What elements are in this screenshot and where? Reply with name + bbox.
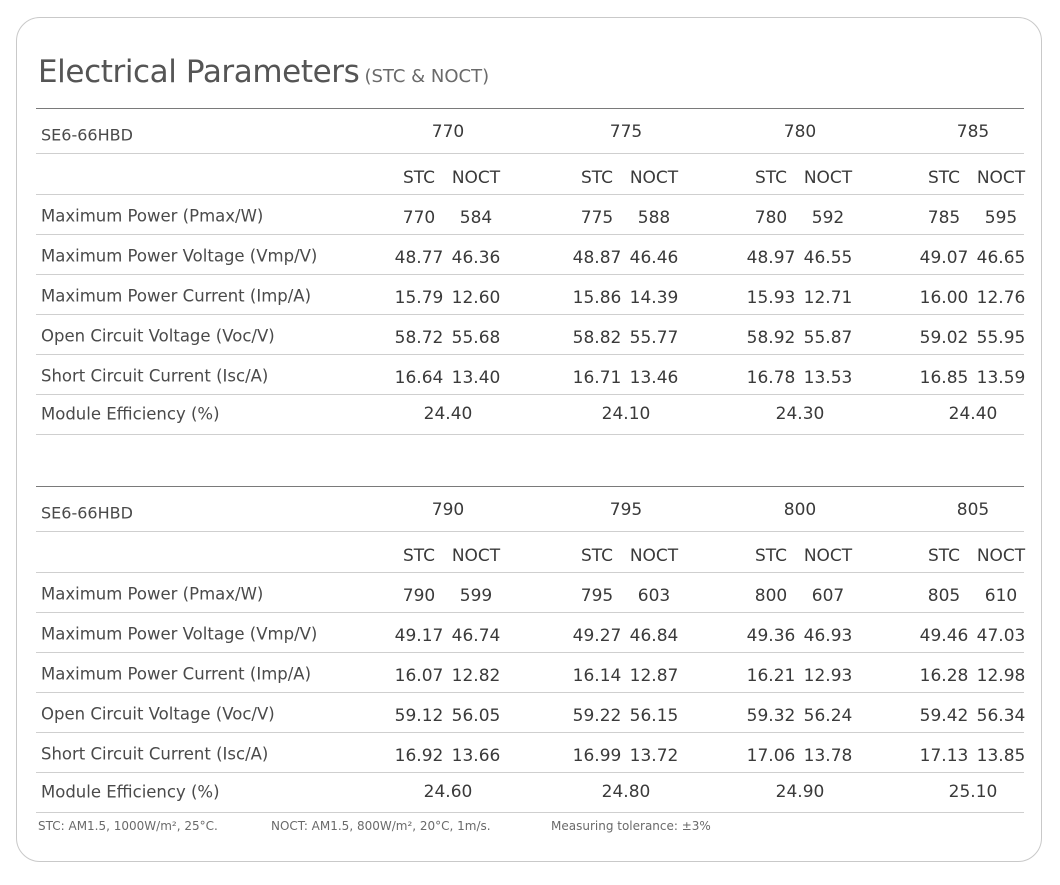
title-subtitle: (STC & NOCT) — [364, 66, 490, 87]
condition-header: STC — [580, 168, 614, 188]
efficiency-cell: 25.10 — [948, 782, 998, 802]
table-cell: 603 — [637, 586, 671, 606]
power-class-header: 790 — [431, 500, 465, 520]
efficiency-label: Module Efficiency (%) — [41, 404, 220, 424]
table-cell: 55.95 — [976, 328, 1026, 348]
table-cell: 49.36 — [746, 626, 796, 646]
table-cell: 16.28 — [919, 666, 969, 686]
table-cell: 15.79 — [394, 288, 444, 308]
table-cell: 607 — [811, 586, 845, 606]
table-cell: 16.21 — [746, 666, 796, 686]
row-label: Open Circuit Voltage (Voc/V) — [41, 704, 275, 724]
table-cell: 13.59 — [976, 368, 1026, 388]
power-class-header: 795 — [609, 500, 643, 520]
table-cell: 46.55 — [803, 248, 853, 268]
table-cell: 46.36 — [451, 248, 501, 268]
power-class-header: 805 — [956, 500, 990, 520]
table-cell: 16.00 — [919, 288, 969, 308]
row-label: Maximum Power Voltage (Vmp/V) — [41, 624, 318, 644]
table-cell: 46.46 — [629, 248, 679, 268]
table-cell: 47.03 — [976, 626, 1026, 646]
table-cell: 55.87 — [803, 328, 853, 348]
table-row-divider — [36, 692, 1024, 693]
table-row-divider — [36, 394, 1024, 395]
table-top-rule — [36, 108, 1024, 109]
table-cell: 56.15 — [629, 706, 679, 726]
table-row-divider — [36, 314, 1024, 315]
condition-header: STC — [580, 546, 614, 566]
table-cell: 12.82 — [451, 666, 501, 686]
condition-header: NOCT — [451, 168, 501, 188]
table-cell: 48.87 — [572, 248, 622, 268]
table-cell: 13.72 — [629, 746, 679, 766]
table-cell: 16.14 — [572, 666, 622, 686]
table-cell: 15.86 — [572, 288, 622, 308]
table-cell: 599 — [459, 586, 493, 606]
table-top-rule — [36, 486, 1024, 487]
table-cell: 59.22 — [572, 706, 622, 726]
condition-header: STC — [754, 168, 788, 188]
table-cell: 15.93 — [746, 288, 796, 308]
power-class-header: 800 — [783, 500, 817, 520]
power-class-header: 775 — [609, 122, 643, 142]
title-main: Electrical Parameters — [38, 54, 360, 90]
row-label: Maximum Power Current (Imp/A) — [41, 286, 312, 306]
table-cell: 12.87 — [629, 666, 679, 686]
condition-header: NOCT — [976, 546, 1026, 566]
condition-header: NOCT — [629, 546, 679, 566]
table-cell: 55.77 — [629, 328, 679, 348]
row-label: Open Circuit Voltage (Voc/V) — [41, 326, 275, 346]
table-cell: 58.92 — [746, 328, 796, 348]
table-cell: 12.98 — [976, 666, 1026, 686]
table-cell: 12.60 — [451, 288, 501, 308]
table-cell: 46.93 — [803, 626, 853, 646]
efficiency-cell: 24.80 — [601, 782, 651, 802]
efficiency-cell: 24.60 — [423, 782, 473, 802]
condition-header: STC — [927, 168, 961, 188]
table-cell: 49.17 — [394, 626, 444, 646]
table-cell: 59.02 — [919, 328, 969, 348]
power-class-header: 785 — [956, 122, 990, 142]
condition-header: NOCT — [803, 168, 853, 188]
table-cell: 13.85 — [976, 746, 1026, 766]
table-bottom-rule — [36, 812, 1024, 813]
footer-stc-note: STC: AM1.5, 1000W/m², 25°C. — [38, 819, 218, 833]
table-cell: 775 — [580, 208, 614, 228]
table-row-divider — [36, 732, 1024, 733]
condition-header: NOCT — [803, 546, 853, 566]
table-cell: 12.76 — [976, 288, 1026, 308]
table-cell: 800 — [754, 586, 788, 606]
efficiency-cell: 24.10 — [601, 404, 651, 424]
table-cell: 49.07 — [919, 248, 969, 268]
table-cell: 16.64 — [394, 368, 444, 388]
table-cell: 16.07 — [394, 666, 444, 686]
table-cell: 770 — [402, 208, 436, 228]
table-row-divider — [36, 531, 1024, 532]
table-cell: 780 — [754, 208, 788, 228]
efficiency-cell: 24.90 — [775, 782, 825, 802]
row-label: Maximum Power (Pmax/W) — [41, 206, 264, 226]
table-row-divider — [36, 234, 1024, 235]
table-cell: 59.42 — [919, 706, 969, 726]
table-cell: 58.72 — [394, 328, 444, 348]
table-cell: 59.32 — [746, 706, 796, 726]
table-cell: 13.53 — [803, 368, 853, 388]
table-cell: 16.85 — [919, 368, 969, 388]
table-cell: 56.24 — [803, 706, 853, 726]
table-cell: 584 — [459, 208, 493, 228]
power-class-header: 780 — [783, 122, 817, 142]
table-cell: 16.78 — [746, 368, 796, 388]
table-cell: 17.13 — [919, 746, 969, 766]
table-cell: 592 — [811, 208, 845, 228]
condition-header: STC — [754, 546, 788, 566]
table-cell: 13.78 — [803, 746, 853, 766]
table-cell: 795 — [580, 586, 614, 606]
table-cell: 58.82 — [572, 328, 622, 348]
row-label: Maximum Power Voltage (Vmp/V) — [41, 246, 318, 266]
page-title — [38, 54, 489, 90]
power-class-header: 770 — [431, 122, 465, 142]
table-cell: 13.40 — [451, 368, 501, 388]
table-cell: 46.84 — [629, 626, 679, 646]
table-cell: 595 — [984, 208, 1018, 228]
table-row-divider — [36, 652, 1024, 653]
table-cell: 16.71 — [572, 368, 622, 388]
table-cell: 59.12 — [394, 706, 444, 726]
row-label: Maximum Power Current (Imp/A) — [41, 664, 312, 684]
table-cell: 16.92 — [394, 746, 444, 766]
condition-header: NOCT — [629, 168, 679, 188]
efficiency-cell: 24.30 — [775, 404, 825, 424]
table-row-divider — [36, 572, 1024, 573]
condition-header: NOCT — [451, 546, 501, 566]
table-row-divider — [36, 354, 1024, 355]
table-cell: 56.05 — [451, 706, 501, 726]
table-bottom-rule — [36, 434, 1024, 435]
row-label: Maximum Power (Pmax/W) — [41, 584, 264, 604]
efficiency-cell: 24.40 — [948, 404, 998, 424]
table-cell: 12.71 — [803, 288, 853, 308]
table-cell: 49.27 — [572, 626, 622, 646]
table-row-divider — [36, 772, 1024, 773]
table-cell: 588 — [637, 208, 671, 228]
table-cell: 785 — [927, 208, 961, 228]
efficiency-label: Module Efficiency (%) — [41, 782, 220, 802]
table-cell: 610 — [984, 586, 1018, 606]
table-cell: 55.68 — [451, 328, 501, 348]
condition-header: STC — [402, 168, 436, 188]
condition-header: STC — [402, 546, 436, 566]
table-row-divider — [36, 612, 1024, 613]
table-cell: 805 — [927, 586, 961, 606]
parameters-card — [16, 17, 1042, 862]
table-cell: 49.46 — [919, 626, 969, 646]
table-cell: 56.34 — [976, 706, 1026, 726]
condition-header: NOCT — [976, 168, 1026, 188]
table-cell: 46.65 — [976, 248, 1026, 268]
table-cell: 48.77 — [394, 248, 444, 268]
table-cell: 46.74 — [451, 626, 501, 646]
table-row-divider — [36, 153, 1024, 154]
table-cell: 13.66 — [451, 746, 501, 766]
model-name: SE6-66HBD — [41, 125, 133, 145]
footer-tolerance-note: Measuring tolerance: ±3% — [551, 819, 711, 833]
row-label: Short Circuit Current (Isc/A) — [41, 366, 269, 386]
condition-header: STC — [927, 546, 961, 566]
table-cell: 16.99 — [572, 746, 622, 766]
table-cell: 13.46 — [629, 368, 679, 388]
table-cell: 17.06 — [746, 746, 796, 766]
table-cell: 48.97 — [746, 248, 796, 268]
row-label: Short Circuit Current (Isc/A) — [41, 744, 269, 764]
table-row-divider — [36, 194, 1024, 195]
table-cell: 14.39 — [629, 288, 679, 308]
table-cell: 12.93 — [803, 666, 853, 686]
model-name: SE6-66HBD — [41, 503, 133, 523]
efficiency-cell: 24.40 — [423, 404, 473, 424]
table-row-divider — [36, 274, 1024, 275]
table-cell: 790 — [402, 586, 436, 606]
footer-noct-note: NOCT: AM1.5, 800W/m², 20°C, 1m/s. — [271, 819, 491, 833]
